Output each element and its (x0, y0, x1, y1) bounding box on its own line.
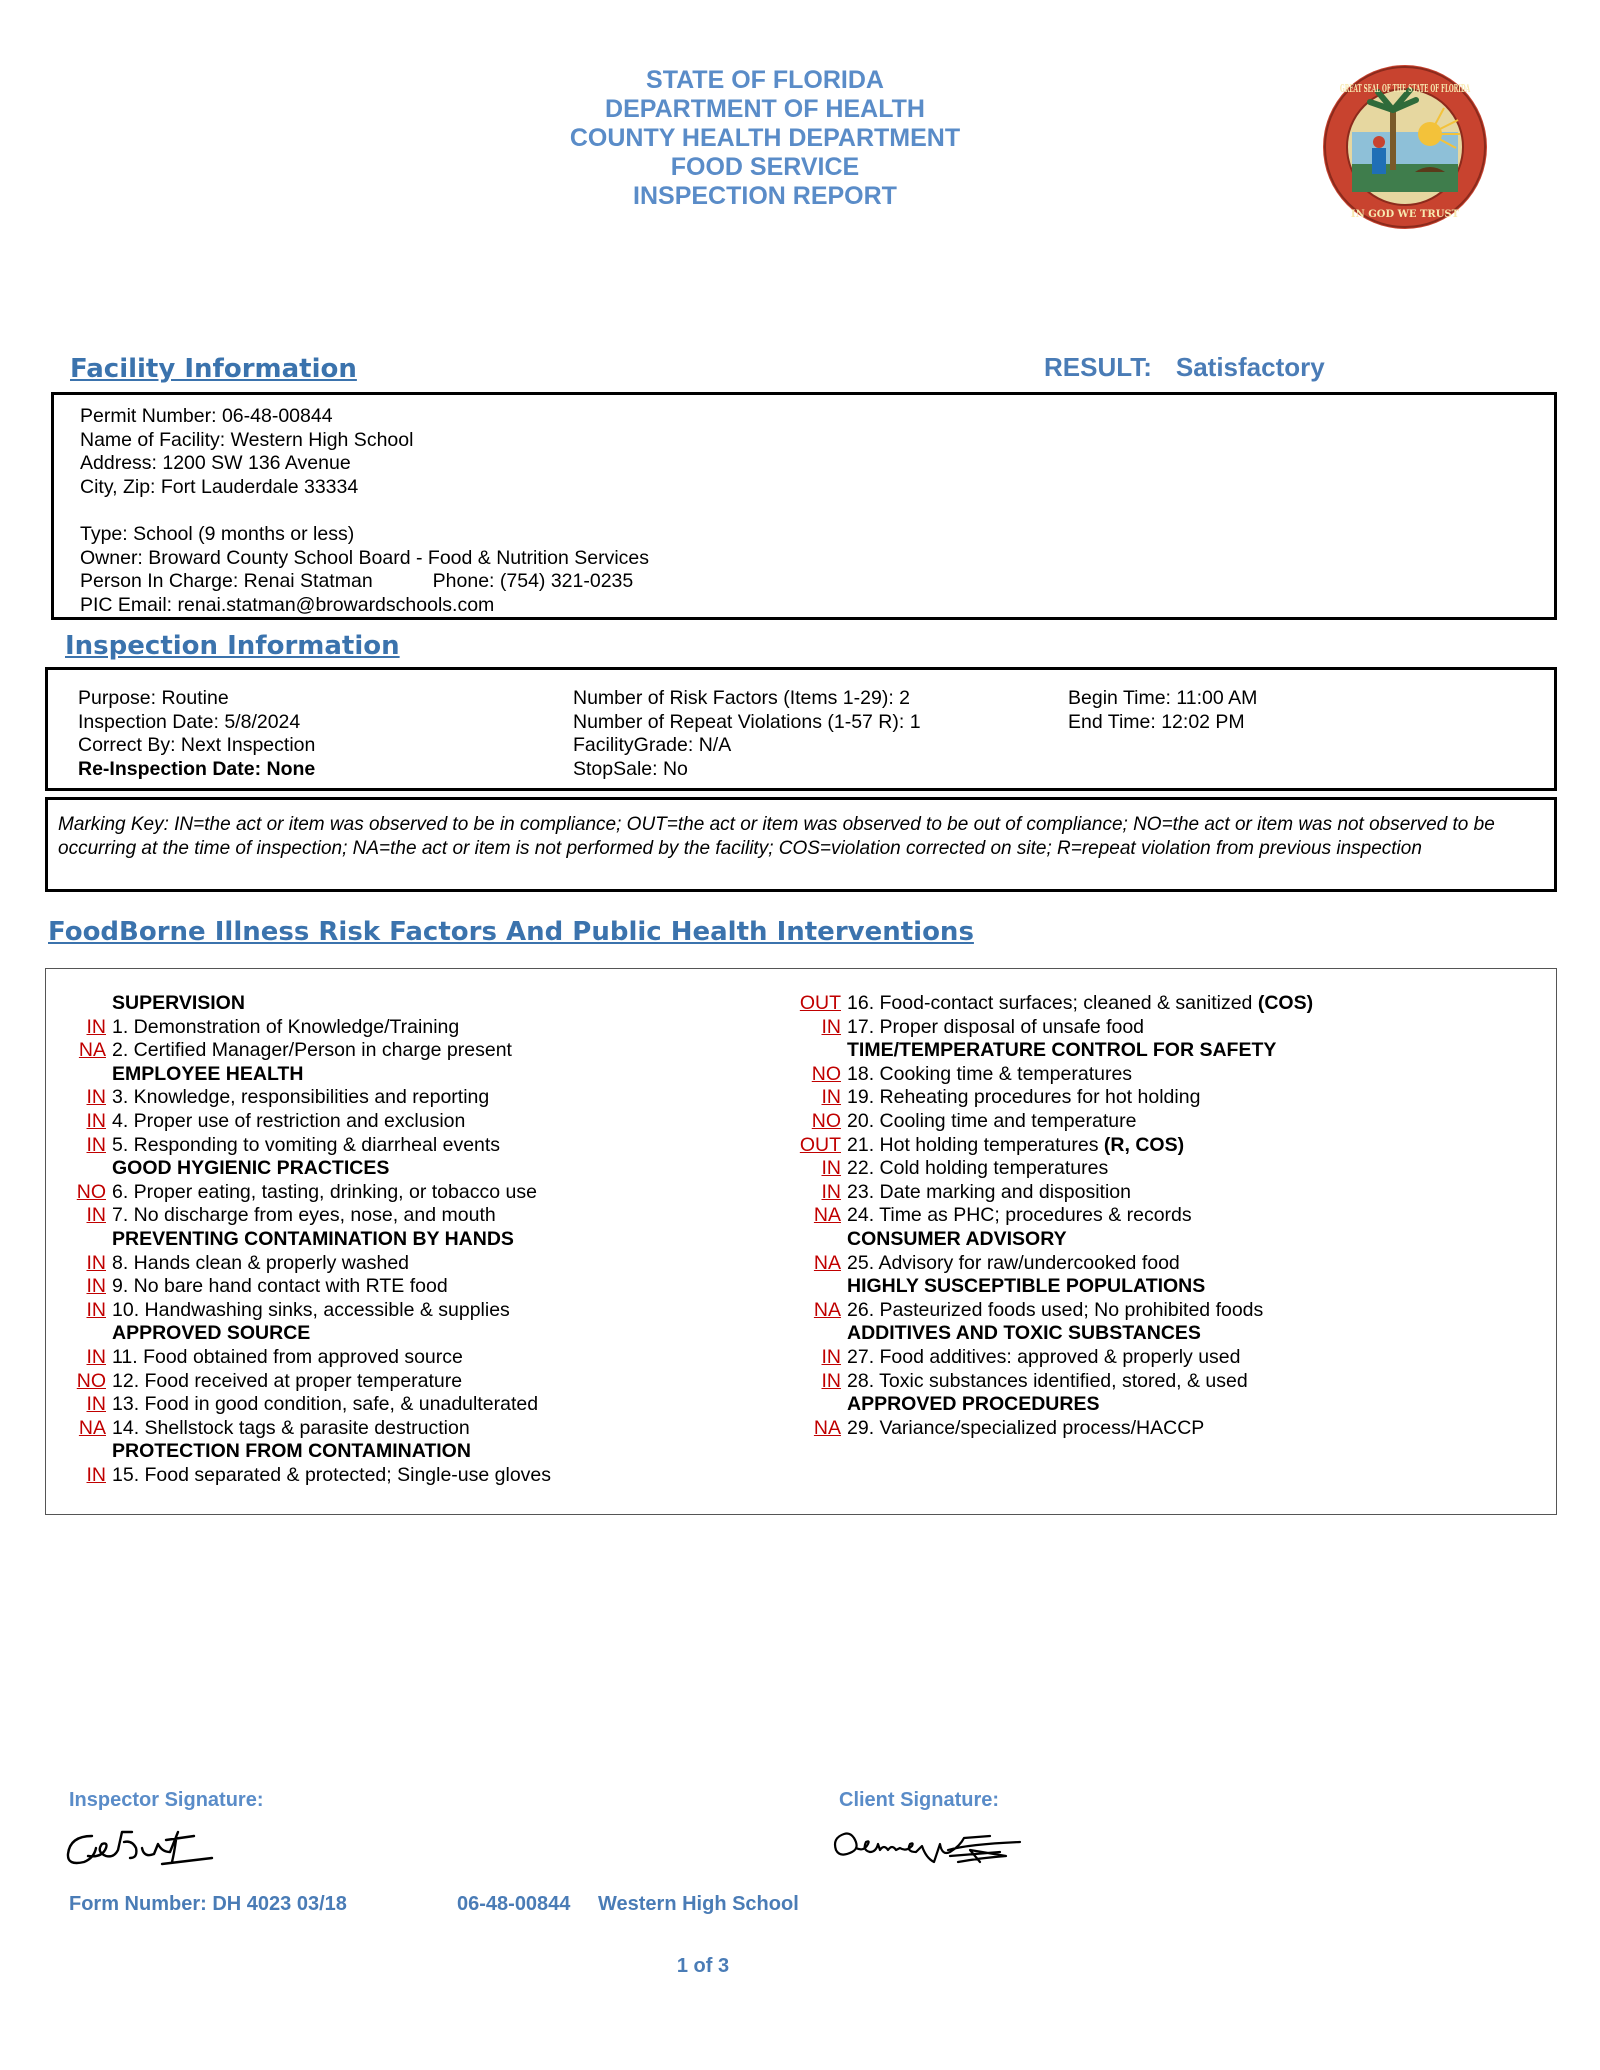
item-label: 9. No bare hand contact with RTE food (112, 1275, 448, 1298)
inspection-date: Inspection Date: 5/8/2024 (78, 710, 301, 733)
facility-information-title: Facility Information (70, 354, 357, 384)
client-signature (830, 1822, 1030, 1872)
header-line-2: DEPARTMENT OF HEALTH (605, 95, 925, 123)
category-heading (46, 1063, 786, 1087)
risk-factor-item (781, 1157, 1551, 1181)
risk-factor-item (46, 1417, 786, 1441)
pic-email: PIC Email: renai.statman@browardschools.com (80, 593, 495, 616)
person-in-charge: Person In Charge: Renai Statman (80, 570, 373, 593)
item-status: IN (821, 1369, 841, 1392)
risk-factor-item (781, 1063, 1551, 1087)
repeat-violation-count: Number of Repeat Violations (1-57 R): 1 (573, 710, 921, 733)
item-label: 27. Food additives: approved & properly used (847, 1345, 1241, 1368)
item-label: GOOD HYGIENIC PRACTICES (112, 1157, 390, 1180)
category-heading (46, 1157, 786, 1181)
seal-text: GREAT SEAL OF THE STATE OF FLORIDA (1340, 82, 1471, 95)
item-status: IN (86, 1275, 106, 1298)
item-status: NA (78, 1416, 106, 1439)
item-status: IN (86, 1463, 106, 1486)
inspection-information-box (45, 667, 1557, 791)
risk-factor-item (781, 1181, 1551, 1205)
risk-factor-item (46, 1110, 786, 1134)
risk-factor-item (46, 1016, 786, 1040)
facility-address: Address: 1200 SW 136 Avenue (80, 452, 351, 475)
pic-phone: Phone: (754) 321-0235 (432, 570, 634, 593)
item-label: 23. Date marking and disposition (847, 1180, 1131, 1203)
header-line-4: FOOD SERVICE (670, 153, 860, 181)
category-heading (46, 1440, 786, 1464)
risk-factors-title: FoodBorne Illness Risk Factors And Public Health Interventions (48, 917, 974, 947)
client-signature-label: Client Signature: (839, 1789, 1000, 1811)
item-status: IN (86, 1086, 106, 1109)
item-status: NA (813, 1204, 841, 1227)
seal-motto: IN GOD WE TRUST (1350, 209, 1460, 220)
result (1044, 352, 1325, 383)
risk-factor-item (46, 1204, 786, 1228)
item-label: PROTECTION FROM CONTAMINATION (112, 1440, 471, 1463)
item-label: ADDITIVES AND TOXIC SUBSTANCES (847, 1322, 1201, 1345)
inspection-purpose: Purpose: Routine (78, 687, 229, 709)
risk-factor-item (46, 1346, 786, 1370)
item-label: APPROVED SOURCE (112, 1322, 311, 1345)
item-status: IN (86, 1015, 106, 1038)
item-label: 15. Food separated & protected; Single-use gloves (112, 1463, 552, 1486)
item-status: IN (86, 1393, 106, 1416)
end-time: End Time: 12:02 PM (1068, 710, 1245, 733)
item-label: 14. Shellstock tags & parasite destruction (112, 1416, 470, 1439)
item-label: HIGHLY SUSCEPTIBLE POPULATIONS (847, 1275, 1206, 1298)
risk-factors-left-column (46, 992, 786, 1487)
item-status: NA (78, 1039, 106, 1062)
inspector-signature (62, 1818, 222, 1874)
footer-facility: Western High School (598, 1893, 799, 1915)
item-label: 12. Food received at proper temperature (112, 1369, 463, 1392)
risk-factor-item (46, 1086, 786, 1110)
facility-type: Type: School (9 months or less) (80, 522, 355, 545)
item-status: IN (86, 1109, 106, 1132)
item-note: (R, COS) (1103, 1133, 1185, 1156)
risk-factor-item (46, 1299, 786, 1323)
risk-factor-item (46, 1370, 786, 1394)
item-status: IN (86, 1133, 106, 1156)
item-status: NA (813, 1251, 841, 1274)
stop-sale: StopSale: No (573, 757, 688, 780)
risk-factor-item (781, 1252, 1551, 1276)
header-line-3: COUNTY HEALTH DEPARTMENT (569, 124, 961, 152)
risk-factor-item (46, 1393, 786, 1417)
item-label: 25. Advisory for raw/undercooked food (847, 1251, 1180, 1274)
header-line-1: STATE OF FLORIDA (646, 66, 884, 94)
header-line-5: INSPECTION REPORT (633, 182, 897, 210)
marking-key: Marking Key: IN=the act or item was observed to be in compliance; OUT=the act or item was observed to be out of compliance; NO=the act or item was not observed to be occurring at the time of inspection; NA=the act or item is not performed by the facility; COS=violation corrected on site; R=repeat violation from previous inspection (58, 814, 1495, 859)
item-label: 1. Demonstration of Knowledge/Training (112, 1015, 460, 1038)
risk-factor-item (46, 1134, 786, 1158)
facility-grade: FacilityGrade: N/A (573, 734, 732, 757)
item-status: IN (821, 1345, 841, 1368)
item-status: NA (813, 1416, 841, 1439)
item-label: 18. Cooking time & temperatures (847, 1062, 1133, 1085)
risk-factor-item (46, 1275, 786, 1299)
facility-name: Name of Facility: Western High School (80, 428, 414, 451)
item-status: OUT (799, 992, 841, 1014)
item-status: IN (821, 1086, 841, 1109)
category-heading (781, 1393, 1551, 1417)
item-label: 7. No discharge from eyes, nose, and mouth (112, 1204, 496, 1227)
item-label: PREVENTING CONTAMINATION BY HANDS (112, 1227, 514, 1250)
begin-time: Begin Time: 11:00 AM (1068, 687, 1258, 709)
item-label: 2. Certified Manager/Person in charge present (112, 1039, 512, 1062)
item-label: 28. Toxic substances identified, stored, & used (847, 1369, 1248, 1392)
risk-factor-item (46, 1252, 786, 1276)
item-label: 20. Cooling time and temperature (847, 1109, 1137, 1132)
risk-factor-item (46, 1181, 786, 1205)
item-label: 5. Responding to vomiting & diarrheal events (112, 1133, 501, 1156)
item-label: APPROVED PROCEDURES (847, 1393, 1100, 1416)
item-label: 3. Knowledge, responsibilities and reporting (112, 1086, 490, 1109)
item-label: 11. Food obtained from approved source (112, 1345, 463, 1368)
risk-factor-item (781, 1110, 1551, 1134)
item-status: IN (821, 1157, 841, 1180)
report-header (0, 66, 1530, 211)
facility-city-zip: City, Zip: Fort Lauderdale 33334 (80, 475, 359, 498)
footer-permit: 06-48-00844 (457, 1893, 571, 1915)
reinspection-date: Re-Inspection Date: None (78, 757, 316, 780)
risk-factor-item (781, 1346, 1551, 1370)
risk-factor-item (781, 1370, 1551, 1394)
item-label: 13. Food in good condition, safe, & unadulterated (112, 1393, 539, 1416)
item-status: IN (86, 1345, 106, 1368)
item-label: EMPLOYEE HEALTH (112, 1062, 304, 1085)
category-heading (781, 1322, 1551, 1346)
facility-owner: Owner: Broward County School Board - Food & Nutrition Services (80, 546, 649, 569)
item-status: IN (86, 1251, 106, 1274)
item-label: 22. Cold holding temperatures (847, 1157, 1109, 1180)
risk-factor-item (781, 1417, 1551, 1441)
category-heading (781, 1228, 1551, 1252)
item-status: NO (76, 1180, 106, 1203)
item-label: SUPERVISION (112, 992, 245, 1014)
risk-factor-item (781, 992, 1551, 1016)
item-label: 29. Variance/specialized process/HACCP (847, 1416, 1205, 1439)
risk-factor-item (46, 1039, 786, 1063)
item-label: 6. Proper eating, tasting, drinking, or tobacco use (112, 1180, 537, 1203)
category-heading (46, 992, 786, 1016)
item-label: 16. Food-contact surfaces; cleaned & sanitized (COS) (847, 992, 1314, 1014)
category-heading (781, 1275, 1551, 1299)
risk-factor-item (781, 1016, 1551, 1040)
risk-factors-right-column (781, 992, 1551, 1440)
item-label: 24. Time as PHC; procedures & records (847, 1204, 1192, 1227)
item-label: CONSUMER ADVISORY (847, 1227, 1067, 1250)
inspection-information-title: Inspection Information (65, 631, 400, 661)
form-number: Form Number: DH 4023 03/18 (69, 1893, 347, 1915)
risk-factor-item (781, 1134, 1551, 1158)
category-heading (781, 1039, 1551, 1063)
item-status: NO (811, 1109, 841, 1132)
correct-by: Correct By: Next Inspection (78, 734, 316, 757)
item-label: TIME/TEMPERATURE CONTROL FOR SAFETY (847, 1039, 1277, 1062)
result-label: RESULT: (1044, 352, 1152, 382)
risk-factor-count: Number of Risk Factors (Items 1-29): 2 (573, 687, 911, 709)
risk-factor-item (781, 1204, 1551, 1228)
permit-number: Permit Number: 06-48-00844 (80, 405, 333, 427)
result-value: Satisfactory (1175, 352, 1325, 382)
risk-factor-item (781, 1086, 1551, 1110)
category-heading (46, 1228, 786, 1252)
florida-seal-icon (1320, 62, 1490, 232)
risk-factor-item (46, 1464, 786, 1488)
item-status: IN (821, 1015, 841, 1038)
item-status: NO (811, 1062, 841, 1085)
inspector-signature-label: Inspector Signature: (69, 1789, 264, 1811)
item-status: IN (86, 1204, 106, 1227)
item-status: IN (821, 1180, 841, 1203)
item-label: 8. Hands clean & properly washed (112, 1251, 410, 1274)
item-label: 21. Hot holding temperatures (R, COS) (847, 1133, 1185, 1156)
item-label: 17. Proper disposal of unsafe food (847, 1015, 1145, 1038)
risk-factor-item (781, 1299, 1551, 1323)
item-note: (COS) (1257, 992, 1314, 1014)
risk-factors-box (45, 968, 1557, 1515)
item-status: NO (76, 1369, 106, 1392)
item-label: 4. Proper use of restriction and exclusion (112, 1109, 466, 1132)
item-status: NA (813, 1298, 841, 1321)
facility-information-box (51, 392, 1557, 620)
item-label: 10. Handwashing sinks, accessible & supplies (112, 1298, 510, 1321)
category-heading (46, 1322, 786, 1346)
item-status: OUT (799, 1133, 841, 1156)
item-status: IN (86, 1298, 106, 1321)
page-number: 1 of 3 (676, 1955, 730, 1977)
item-label: 19. Reheating procedures for hot holding (847, 1086, 1201, 1109)
item-label: 26. Pasteurized foods used; No prohibited foods (847, 1298, 1264, 1321)
marking-key-box (45, 797, 1557, 892)
